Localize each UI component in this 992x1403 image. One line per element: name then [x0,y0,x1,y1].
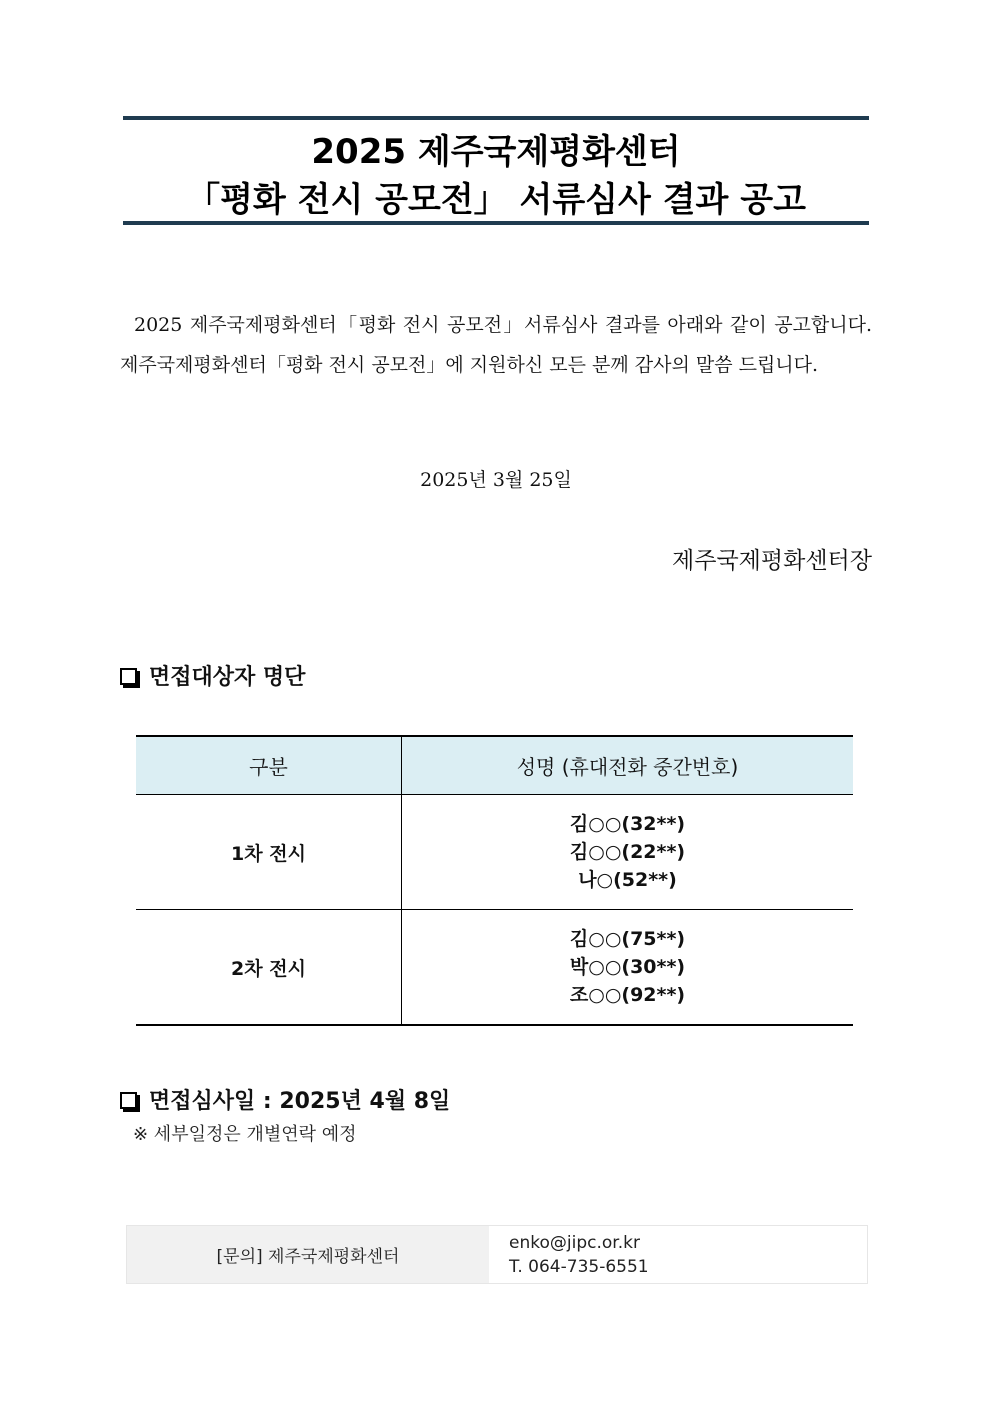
contact-box [126,1225,868,1284]
candidate-name: 김○○(22**) [569,841,686,863]
table-row [136,910,853,1026]
contact-label: [문의] 제주국제평화센터 [127,1226,489,1283]
announcement-date: 2025년 3월 25일 [420,469,572,491]
candidate-name: 나○(52**) [578,869,677,891]
table-header-row [136,736,853,795]
column-header-category: 구분 [136,736,402,795]
row-names [402,910,854,1026]
row-category: 1차 전시 [136,795,402,910]
column-header-names: 성명 (휴대전화 중간번호) [402,736,854,795]
title-top-rule [123,116,869,120]
candidate-name: 김○○(32**) [569,813,686,835]
table-row [136,795,853,910]
contact-email[interactable]: enko@jipc.or.kr [509,1232,640,1253]
candidate-name: 조○○(92**) [569,984,686,1006]
page-title-line1: 2025 제주국제평화센터 [311,132,681,172]
signer-name: 제주국제평화센터장 [672,548,872,574]
section-interview-date [120,1084,450,1115]
checkbox-square-icon [120,668,137,685]
schedule-note: ※ 세부일정은 개별연락 예정 [133,1124,357,1145]
row-category: 2차 전시 [136,910,402,1026]
candidate-name: 박○○(30**) [569,956,686,978]
contact-phone: T. 064-735-6551 [509,1256,649,1277]
intro-paragraph: 2025 제주국제평화센터「평화 전시 공모전」서류심사 결과를 아래와 같이 공고합니다. 제주국제평화센터「평화 전시 공모전」에 지원하신 모든 분께 감사의 말씀 드립니다. [120,314,872,376]
page-title-line2: 「평화 전시 공모전」 서류심사 결과 공고 [186,180,806,220]
section-interview-list [120,660,305,691]
contact-info [489,1226,867,1283]
row-names [402,795,854,910]
checkbox-square-icon [120,1092,137,1109]
title-bottom-rule [123,221,869,225]
candidate-name: 김○○(75**) [569,928,686,950]
interview-candidates-table [136,735,853,1026]
section-interview-date-title: 면접심사일 : 2025년 4월 8일 [149,1089,451,1114]
section-interview-list-title: 면접대상자 명단 [149,665,306,690]
